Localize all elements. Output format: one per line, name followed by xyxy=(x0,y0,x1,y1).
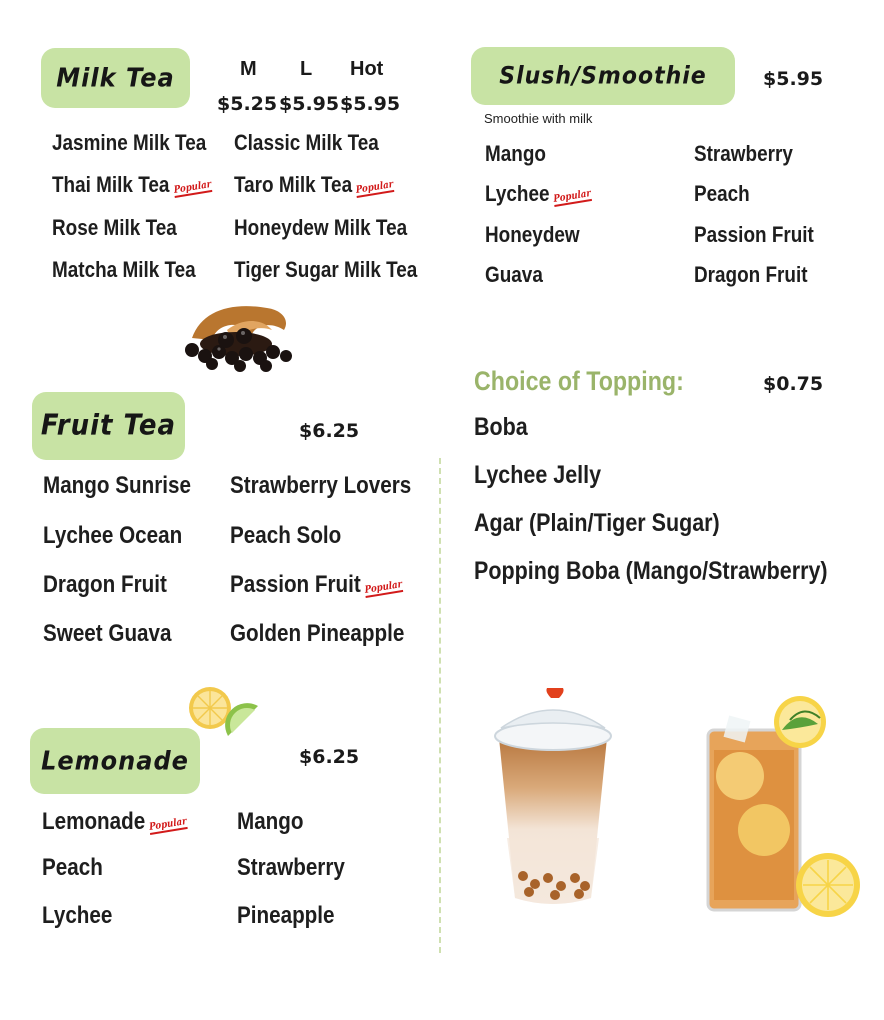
menu-item: Pineapple xyxy=(237,902,335,929)
lemonade-title: Lemonade xyxy=(41,745,189,777)
menu-item: Taro Milk Tea Popular xyxy=(234,172,395,197)
fruit-tea-price: $6.25 xyxy=(299,420,360,442)
menu-item: Sweet Guava xyxy=(43,620,172,647)
menu-item: Passion Fruit Popular xyxy=(230,571,403,598)
lemonade-price: $6.25 xyxy=(299,746,360,768)
menu-item: Honeydew xyxy=(485,222,580,247)
lemonade-header xyxy=(30,728,200,794)
menu-item: Rose Milk Tea xyxy=(52,215,177,240)
milk-tea-header xyxy=(41,48,190,108)
menu-item: Matcha Milk Tea xyxy=(52,257,196,282)
slush-header xyxy=(471,47,735,105)
menu-item: Strawberry xyxy=(237,854,345,881)
menu-item: Mango xyxy=(485,141,546,166)
fruit-tea-title: Fruit Tea xyxy=(40,409,177,443)
popular-badge: Popular xyxy=(364,579,403,597)
boba-cup-image xyxy=(485,688,621,916)
popular-badge: Popular xyxy=(552,188,592,206)
menu-item: Mango Sunrise xyxy=(43,472,191,499)
size-m: M xyxy=(240,58,257,80)
menu-item: Lychee Ocean xyxy=(43,522,183,549)
popular-badge: Popular xyxy=(148,816,188,834)
popular-badge: Popular xyxy=(355,179,395,197)
topping-item: Lychee Jelly xyxy=(474,461,602,489)
menu-item: Tiger Sugar Milk Tea xyxy=(234,257,418,282)
topping-item: Boba xyxy=(474,413,528,441)
menu-item: Passion Fruit xyxy=(694,222,814,247)
topping-item: Agar (Plain/Tiger Sugar) xyxy=(474,509,720,537)
menu-item: Classic Milk Tea xyxy=(234,130,379,155)
topping-title: Choice of Topping: xyxy=(474,366,684,396)
menu-item: Honeydew Milk Tea xyxy=(234,215,408,240)
fruit-tea-header xyxy=(32,392,185,460)
column-divider xyxy=(439,458,441,953)
menu-item: Dragon Fruit xyxy=(43,571,167,598)
menu-item: Peach xyxy=(42,854,103,881)
menu-item: Mango xyxy=(237,808,304,835)
menu-item: Jasmine Milk Tea xyxy=(52,130,207,155)
iced-lemon-tea-image xyxy=(682,690,868,928)
menu-item: Golden Pineapple xyxy=(230,620,405,647)
menu-item: Lemonade Popular xyxy=(42,808,188,835)
menu-item: Guava xyxy=(485,262,543,287)
price-hot: $5.95 xyxy=(340,93,401,115)
menu-item: Thai Milk Tea Popular xyxy=(52,172,212,197)
menu-item: Lychee xyxy=(42,902,113,929)
smoothie-note: Smoothie with milk xyxy=(484,111,593,126)
topping-item: Popping Boba (Mango/Strawberry) xyxy=(474,557,828,585)
menu-item: Peach Solo xyxy=(230,522,342,549)
milk-tea-title: Milk Tea xyxy=(56,62,175,94)
slush-price: $5.95 xyxy=(763,68,824,90)
menu-item: Strawberry Lovers xyxy=(230,472,412,499)
menu-item: Peach xyxy=(694,181,750,206)
menu-item: Dragon Fruit xyxy=(694,262,808,287)
menu-item: Lychee Popular xyxy=(485,181,592,206)
boba-splash-image xyxy=(172,300,302,375)
price-m: $5.25 xyxy=(217,93,278,115)
menu-item: Strawberry xyxy=(694,141,793,166)
price-l: $5.95 xyxy=(279,93,340,115)
popular-badge: Popular xyxy=(172,179,212,197)
slush-title: Slush/Smoothie xyxy=(499,62,707,90)
topping-price: $0.75 xyxy=(763,373,824,395)
size-hot: Hot xyxy=(350,58,384,80)
size-l: L xyxy=(300,58,313,80)
